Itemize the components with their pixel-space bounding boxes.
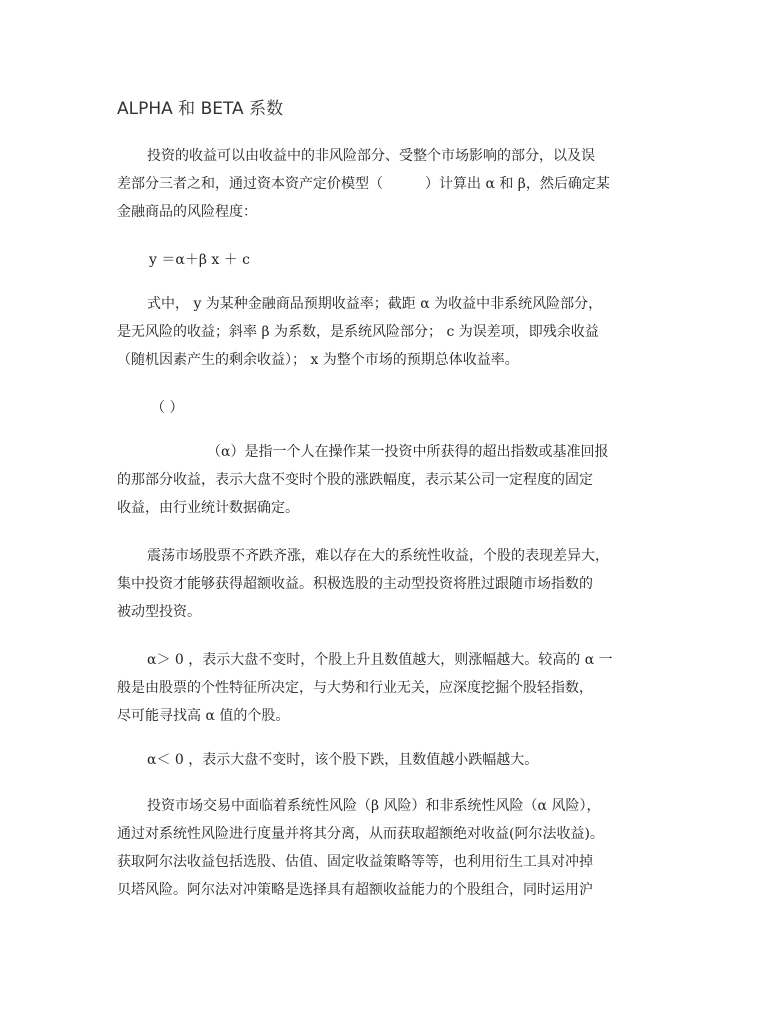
paragraph-line: 集中投资才能够获得超额收益。积极选股的主动型投资将胜过跟随市场指数的 <box>117 576 593 592</box>
formula: y ＝α＋β x ＋ c <box>149 252 250 268</box>
paragraph-line: 式中， y 为某种金融商品预期收益率；截距 α 为收益中非系统风险部分， <box>147 296 603 312</box>
paragraph-line: 通过对系统性风险进行度量并将其分离，从而获取超额绝对收益(阿尔法收益)。 <box>117 826 604 842</box>
paragraph-volatile-market <box>117 542 657 626</box>
paragraph-line: α＜ 0 ，表示大盘不变时，该个股下跌，且数值越小跌幅越大。 <box>147 752 539 768</box>
paragraph-intro <box>117 142 657 226</box>
paragraph-line: 获取阿尔法收益包括选股、估值、固定收益策略等等，也利用衍生工具对冲掉 <box>117 854 593 870</box>
parenthesis-line: （ ） <box>151 400 184 416</box>
paragraph-alpha-negative <box>117 746 657 774</box>
paragraph-line: 的那部分收益，表示大盘不变时个股的涨跌幅度，表示某公司一定程度的固定 <box>117 472 593 488</box>
paragraph-alpha-definition <box>117 438 657 522</box>
paragraph-line: 差部分三者之和，通过资本资产定价模型（ ）计算出 α 和 β，然后确定某 <box>117 176 610 192</box>
document-title: ALPHA 和 BETA 系数 <box>117 99 284 119</box>
paragraph-line: 震荡市场股票不齐跌齐涨，难以存在大的系统性收益，个股的表现差异大， <box>147 548 609 564</box>
paragraph-line: 被动型投资。 <box>117 604 201 620</box>
paragraph-line: α＞ 0 ，表示大盘不变时，个股上升且数值越大，则涨幅越大。较高的 α 一 <box>147 652 613 668</box>
paragraph-line: 收益，由行业统计数据确定。 <box>117 500 299 516</box>
paragraph-formula-explanation <box>117 290 657 374</box>
paragraph-line: 般是由股票的个性特征所决定，与大势和行业无关，应深度挖掘个股轻指数， <box>117 680 593 696</box>
paragraph-line: 贝塔风险。阿尔法对冲策略是选择具有超额收益能力的个股组合，同时运用沪 <box>117 882 593 898</box>
paragraph-line: （α）是指一个人在操作某一投资中所获得的超出指数或基准回报 <box>207 444 609 460</box>
paragraph-risk-hedging <box>117 792 657 904</box>
paragraph-line: 投资的收益可以由收益中的非风险部分、受整个市场影响的部分，以及误 <box>147 148 595 164</box>
paragraph-line: 投资市场交易中面临着系统性风险（β 风险）和非系统性风险（α 风险）， <box>147 798 601 814</box>
paragraph-line: 金融商品的风险程度： <box>117 204 257 220</box>
paragraph-line: 是无风险的收益；斜率 β 为系数，是系统风险部分； c 为误差项，即残余收益 <box>117 324 599 340</box>
paragraph-alpha-positive <box>117 646 657 730</box>
paragraph-line: （随机因素产生的剩余收益）； x 为整个市场的预期总体收益率。 <box>117 352 519 368</box>
paragraph-line: 尽可能寻找高 α 值的个股。 <box>117 708 290 724</box>
